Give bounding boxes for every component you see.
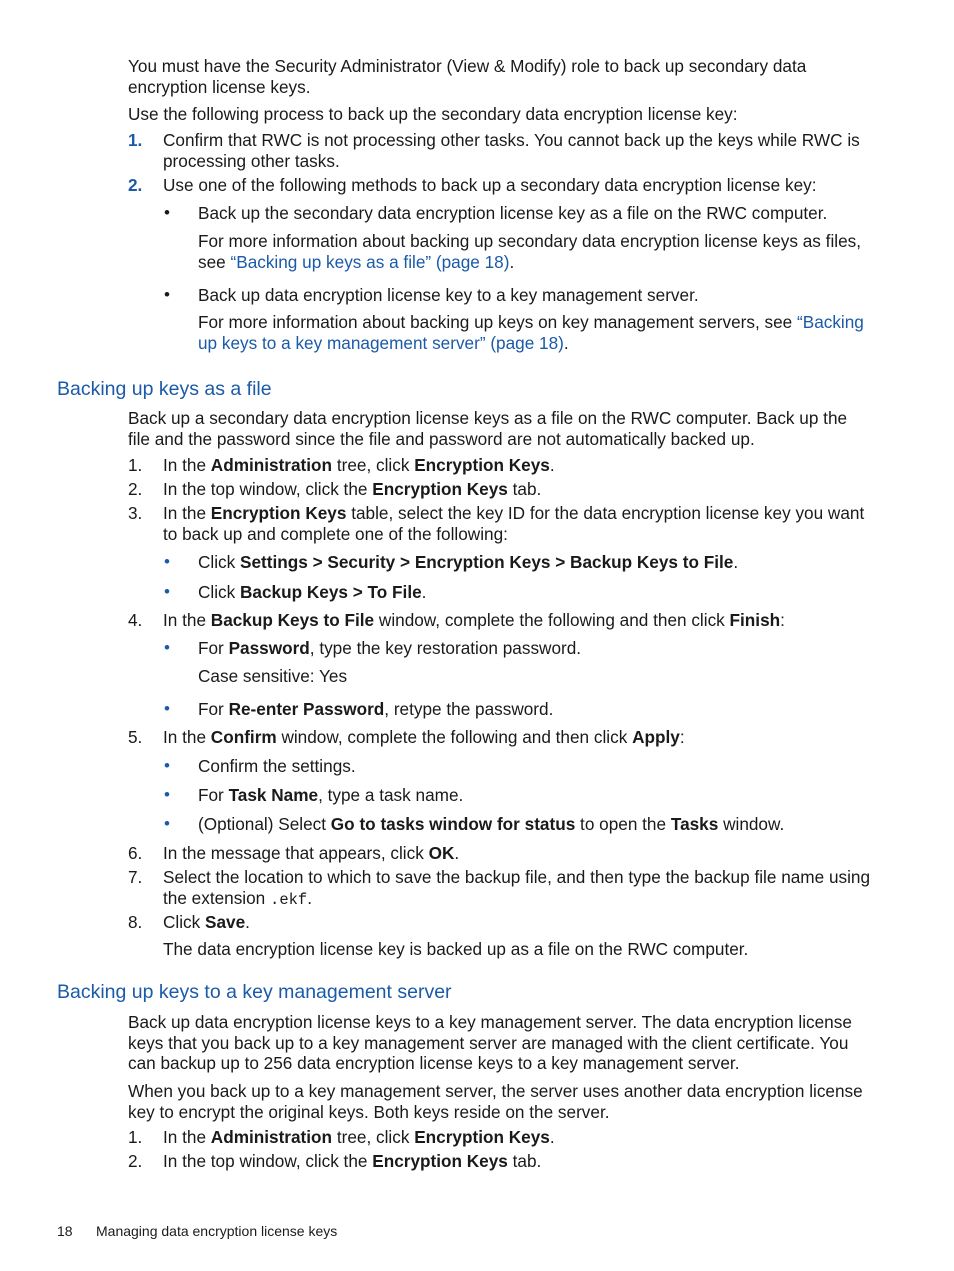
section-heading-file: Backing up keys as a file: [57, 378, 272, 400]
file-step-1: In the Administration tree, click Encryption Keys.: [163, 455, 555, 475]
bullet-glyph: •: [164, 814, 170, 833]
server-section-intro-1: Back up data encryption license keys to a key management server. The data encryption license keys that you back up to a key management server are managed with the client certificate. You can backup up to 256 data encryption license keys to a key management server.: [128, 1012, 852, 1073]
chapter-title: Managing data encryption license keys: [96, 1223, 338, 1239]
link-backing-up-keys-to-server[interactable]: “Backing up keys to a key management server” (page 18): [198, 312, 864, 353]
file-step-5-optional: (Optional) Select Go to tasks window for status to open the Tasks window.: [198, 814, 785, 834]
case-sensitive-note: Case sensitive: Yes: [198, 666, 348, 686]
file-step-3-option-button: Click Backup Keys > To File.: [198, 582, 427, 602]
step-number: 1.: [128, 130, 143, 150]
bullet-glyph: •: [164, 285, 170, 304]
method-file-more-info: For more information about backing up secondary data encryption license keys as files, see “Backing up keys as a file” (page 18).: [198, 231, 862, 272]
step-number: 2.: [128, 479, 143, 499]
bullet-glyph: •: [164, 785, 170, 804]
file-step-3: In the Encryption Keys table, select the key ID for the data encryption license key you want to back up and complete one of the following:: [163, 503, 865, 544]
file-step-3-option-menu: Click Settings > Security > Encryption Keys > Backup Keys to File.: [198, 552, 739, 572]
file-step-7: Select the location to which to save the backup file, and then type the backup file name using the extension .ekf.: [163, 867, 871, 909]
bullet-glyph: •: [164, 582, 170, 601]
server-step-2: In the top window, click the Encryption Keys tab.: [163, 1151, 542, 1171]
step-number: 3.: [128, 503, 143, 523]
file-step-2: In the top window, click the Encryption Keys tab.: [163, 479, 542, 499]
server-section-intro-2: When you back up to a key management server, the server uses another data encryption license key to encrypt the original keys. Both keys reside on the server.: [128, 1081, 863, 1122]
step-number: 8.: [128, 912, 143, 932]
bullet-glyph: •: [164, 638, 170, 657]
bullet-glyph: •: [164, 756, 170, 775]
step-number: 7.: [128, 867, 143, 887]
step-number: 2.: [128, 1151, 143, 1171]
step-number: 1.: [128, 1127, 143, 1147]
step-number: 2.: [128, 175, 143, 195]
file-step-6: In the message that appears, click OK.: [163, 843, 460, 863]
server-step-1: In the Administration tree, click Encryption Keys.: [163, 1127, 555, 1147]
step-number: 6.: [128, 843, 143, 863]
file-step-8-result: The data encryption license key is backed up as a file on the RWC computer.: [163, 939, 749, 959]
file-step-4-password: For Password, type the key restoration password.: [198, 638, 582, 658]
bullet-glyph: •: [164, 699, 170, 718]
method-bullet-file: Back up the secondary data encryption license key as a file on the RWC computer.: [198, 203, 828, 223]
file-step-5: In the Confirm window, complete the following and then click Apply:: [163, 727, 685, 747]
link-backing-up-keys-as-file[interactable]: “Backing up keys as a file” (page 18): [230, 251, 510, 272]
section-heading-server: Backing up keys to a key management server: [57, 981, 452, 1003]
file-step-5-confirm: Confirm the settings.: [198, 756, 356, 776]
process-intro-text: Use the following process to back up the secondary data encryption license key:: [128, 104, 738, 124]
role-requirement-text: You must have the Security Administrator (View & Modify) role to back up secondary data encryption license keys.: [128, 56, 807, 97]
intro-step-1: Confirm that RWC is not processing other tasks. You cannot back up the keys while RWC is processing other tasks.: [163, 130, 860, 171]
step-number: 4.: [128, 610, 143, 630]
bullet-glyph: •: [164, 203, 170, 222]
page-number: 18: [57, 1223, 73, 1239]
file-step-4-reenter: For Re-enter Password, retype the password.: [198, 699, 554, 719]
file-section-intro: Back up a secondary data encryption license keys as a file on the RWC computer. Back up the file and the password since the file and password are not automatically backed up.: [128, 408, 848, 449]
file-step-4: In the Backup Keys to File window, complete the following and then click Finish:: [163, 610, 785, 630]
method-server-more-info: For more information about backing up keys on key management servers, see “Backing up keys to a key management server” (page 18).: [198, 312, 864, 353]
method-bullet-server: Back up data encryption license key to a key management server.: [198, 285, 699, 305]
intro-step-2: Use one of the following methods to back up a secondary data encryption license key:: [163, 175, 817, 195]
bullet-glyph: •: [164, 552, 170, 571]
file-step-8: Click Save.: [163, 912, 250, 932]
step-number: 1.: [128, 455, 143, 475]
step-number: 5.: [128, 727, 143, 747]
file-step-5-task-name: For Task Name, type a task name.: [198, 785, 464, 805]
